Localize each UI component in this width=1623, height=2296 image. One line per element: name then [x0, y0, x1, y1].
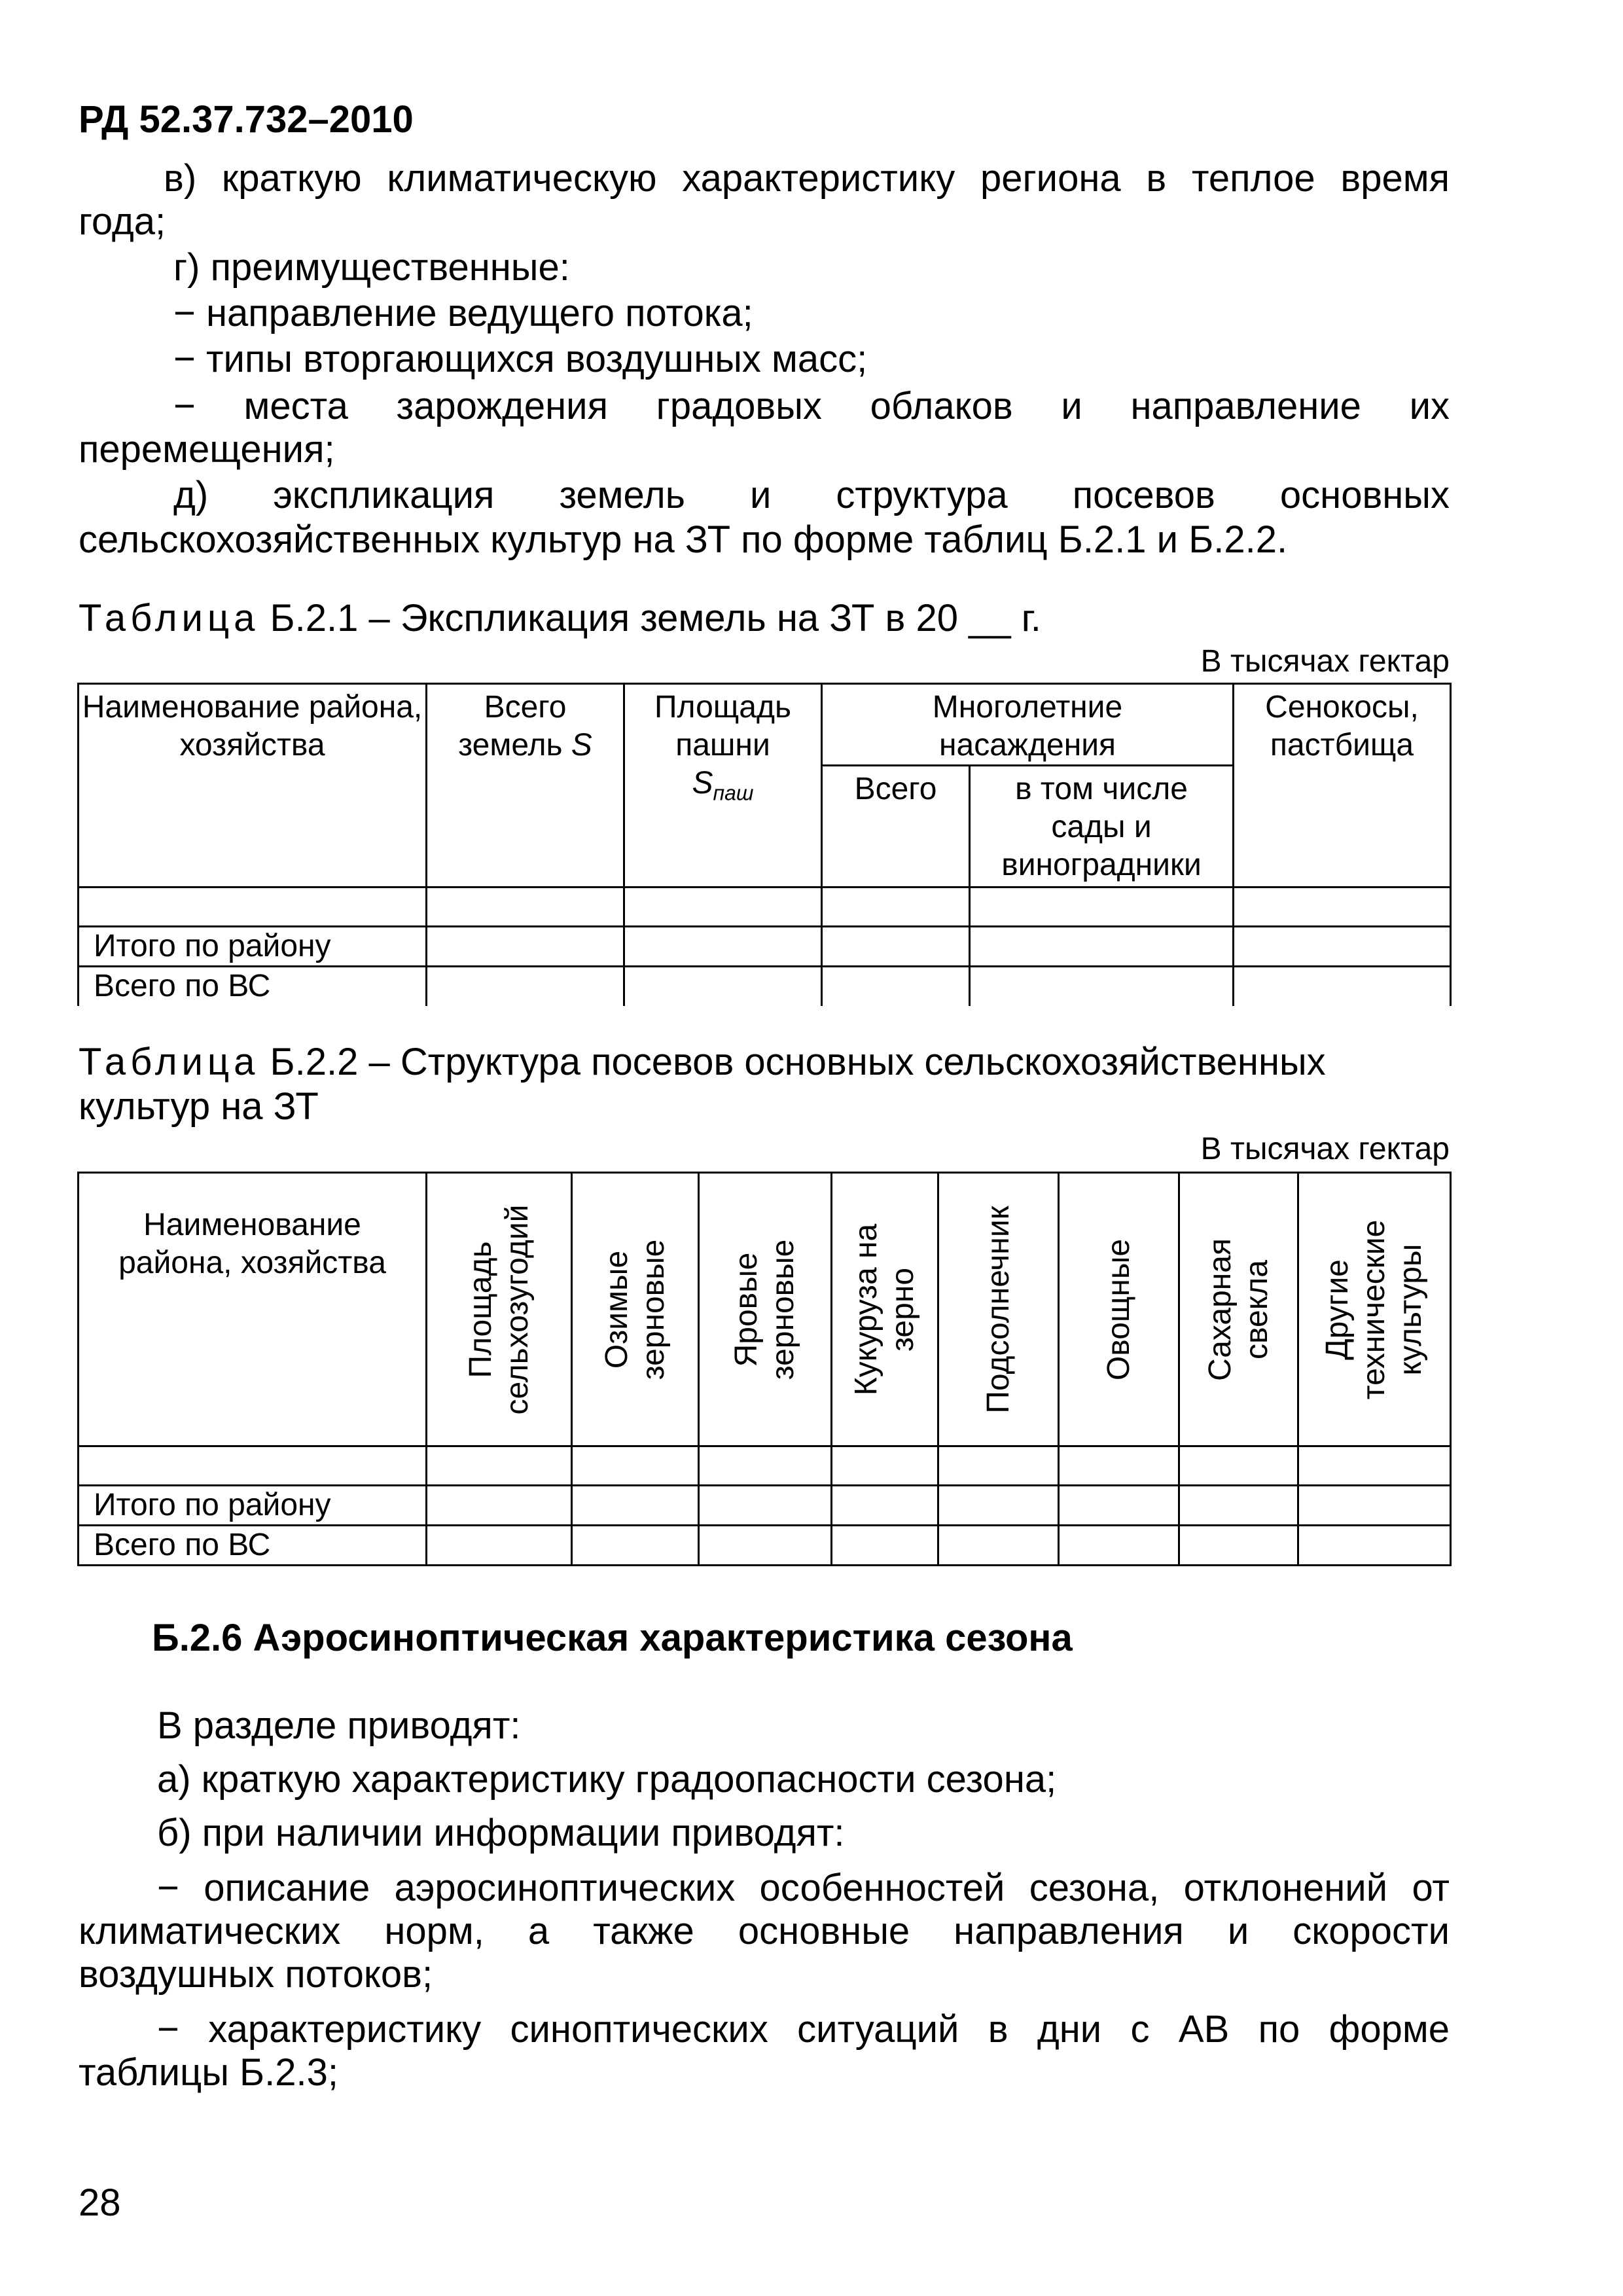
dash-item-2: − типы вторгающихся воздушных масс;: [173, 338, 868, 380]
page-number: 28: [79, 2181, 121, 2224]
table-row: [79, 967, 1451, 1006]
section-p5-line2: таблицы Б.2.3;: [79, 2051, 338, 2094]
header-name: Наименование района, хозяйства: [79, 1173, 427, 1446]
table-crop-structure: [77, 1172, 1452, 1566]
section-p3: б) при наличии информации приводят:: [157, 1812, 845, 1854]
table2-units: В тысячах гектар: [1200, 1132, 1450, 1166]
row-label-district-total: Итого по району: [79, 1486, 427, 1526]
dash-item-3-line1: − места зарождения градовых облаков и направление их: [173, 385, 1450, 427]
table2-caption-line1: Таблица Б.2.2 – Структура посевов основных сельскохозяйственных: [79, 1041, 1326, 1083]
table-land-explication: [77, 683, 1452, 1006]
header-vegetables: Овощные: [1059, 1173, 1179, 1446]
item-d-line2: сельскохозяйственных культур на ЗТ по форме таблиц Б.2.1 и Б.2.2.: [79, 518, 1288, 561]
section-p4-line2: климатических норм, а также основные направления и скорости: [79, 1910, 1450, 1952]
table-row: [79, 927, 1451, 967]
section-p4-line3: воздушных потоков;: [79, 1953, 433, 1996]
table2-caption-line2: культур на ЗТ: [79, 1085, 319, 1128]
table1-caption: Таблица Б.2.1 – Экспликация земель на ЗТ в 20 __ г.: [79, 597, 1041, 639]
row-label-district-total: Итого по району: [79, 927, 427, 967]
header-winter-grain: Озимые зерновые: [572, 1173, 699, 1446]
item-v-line1: в) краткую климатическую характеристику региона в теплое время: [164, 157, 1450, 200]
dash-item-1: − направление ведущего потока;: [173, 292, 753, 334]
header-arable: Площадь пашни $S_{паш}$: [624, 684, 822, 888]
header-agri-land: Площадь сельхозугодий: [427, 1173, 572, 1446]
header-hay: Сенокосы, пастбища: [1234, 684, 1451, 888]
item-g: г) преимущественные:: [173, 246, 570, 289]
table-row: [79, 888, 1451, 927]
item-v-line2: года;: [79, 200, 166, 243]
dash-item-3-line2: перемещения;: [79, 428, 335, 471]
header-total-land: Всего земель S: [427, 684, 624, 888]
header-other-industrial: Другие технические культуры: [1298, 1173, 1451, 1446]
table-row: [79, 1446, 1451, 1486]
header-perennial-total: Всего: [822, 766, 970, 888]
header-name: Наименование района, хозяйства: [79, 684, 427, 888]
header-corn: Кукуруза на зерно: [832, 1173, 938, 1446]
row-label-vs-total: Всего по ВС: [79, 1526, 427, 1566]
section-p1: В разделе приводят:: [157, 1704, 521, 1747]
header-perennial-orchards: в том числе сады и виноградники: [970, 766, 1234, 888]
table-row: [79, 1486, 1451, 1526]
section-p4-line1: − описание аэросиноптических особенностей сезона, отклонений от: [157, 1867, 1450, 1909]
section-p5-line1: − характеристику синоптических ситуаций в дни с АВ по форме: [157, 2008, 1450, 2051]
row-label-vs-total: Всего по ВС: [79, 967, 427, 1006]
header-sugar-beet: Сахарная свекла: [1179, 1173, 1298, 1446]
table-row: [79, 1526, 1451, 1566]
header-sunflower: Подсолнечник: [938, 1173, 1059, 1446]
item-d-line1: д) экспликация земель и структура посевов основных: [173, 474, 1450, 516]
section-p2: а) краткую характеристику градоопасности сезона;: [157, 1758, 1057, 1801]
header-perennial: Многолетние насаждения: [822, 684, 1234, 766]
header-spring-grain: Яровые зерновые: [699, 1173, 832, 1446]
table1-units: В тысячах гектар: [1200, 644, 1450, 679]
section-heading: Б.2.6 Аэросиноптическая характеристика сезона: [152, 1617, 1073, 1659]
document-code: РД 52.37.732–2010: [79, 98, 414, 141]
